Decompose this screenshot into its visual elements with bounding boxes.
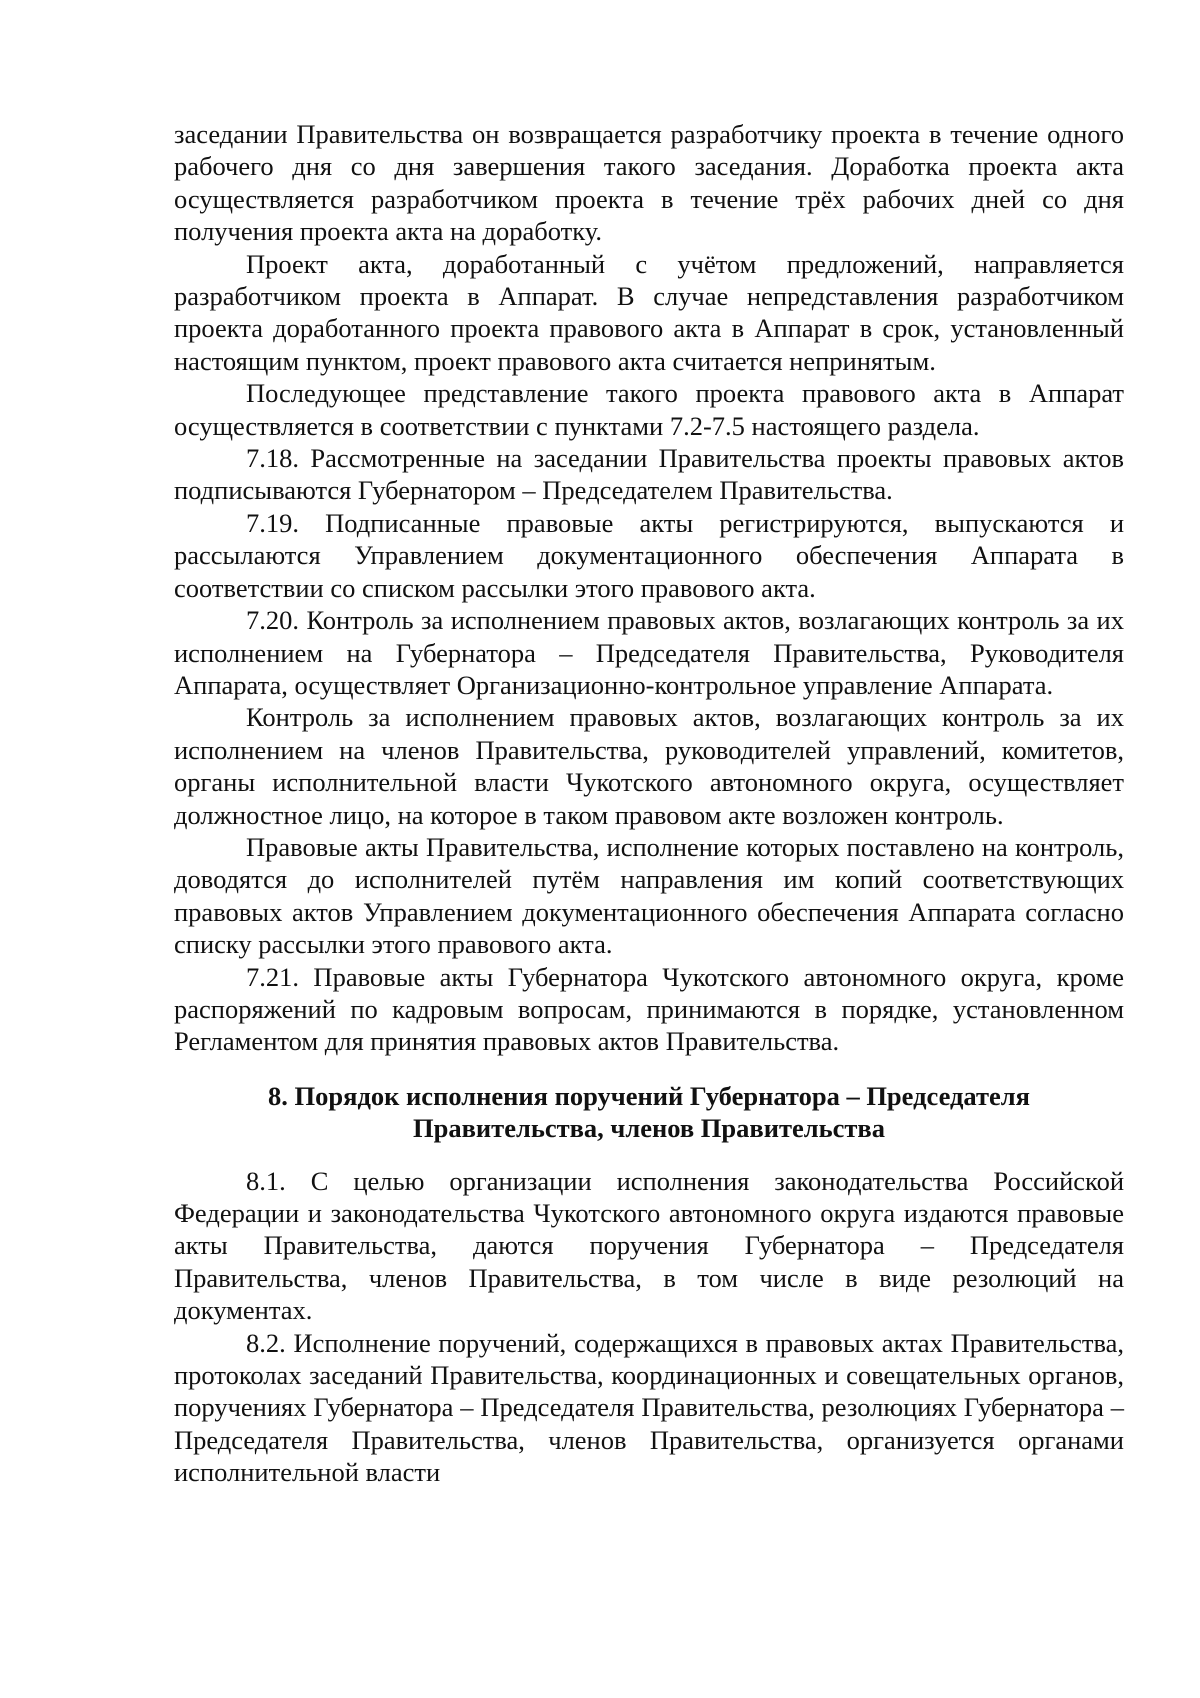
paragraph-control-members: Контроль за исполнением правовых актов, возлагающих контроль за их исполнением на членов Правительства, руководителей управлений, комитетов, органы исполнительной власти Чукотского автономного округа, осуществляет должностное лицо, на которое в таком правовом акте возложен контроль. [174,702,1124,830]
section-heading-line-2: Правительства, членов Правительства [413,1113,885,1144]
paragraph-7-20: 7.20. Контроль за исполнением правовых актов, возлагающих контроль за их исполнением на Губернатора – Председателя Правительства, Руководителя Аппарата, осуществляет Организационно-контрольное управление Аппарата. [174,605,1124,700]
paragraph-7-19: 7.19. Подписанные правовые акты регистрируются, выпускаются и рассылаются Управлением документационного обеспечения Аппарата в соответствии со списком рассылки этого правового акта. [174,507,1124,603]
section-heading-8 [174,1080,1124,1145]
paragraph-8-1: 8.1. С целью организации исполнения законодательства Российской Федерации и законодательства Чукотского автономного округа издаются правовые акты Правительства, даются поручения Губернатора – Председателя Правительства, членов Правительства, в том числе в виде резолюций на документах. [174,1165,1124,1326]
paragraph-7-18: 7.18. Рассмотренные на заседании Правительства проекты правовых актов подписываются Губернатором – Председателем Правительства. [174,443,1124,506]
paragraph-8-2: 8.2. Исполнение поручений, содержащихся в правовых актах Правительства, протоколах заседаний Правительства, координационных и совещательных органов, поручениях Губернатора – Председателя Правительства, резолюциях Губернатора – Председателя Правительства, членов Правительства, организуется органами исполнительной власти [174,1327,1124,1488]
document-page [174,118,1124,1489]
paragraph-subsequent-submission: Последующее представление такого проекта правового акта в Аппарат осуществляется в соответствии с пунктами 7.2-7.5 настоящего раздела. [174,378,1124,441]
paragraph-continuation: заседании Правительства он возвращается разработчику проекта в течение одного рабочего дня со дня завершения такого заседания. Доработка проекта акта осуществляется разработчиком проекта в течение трёх рабочих дней со дня получения проекта акта на доработку. [174,119,1124,247]
paragraph-control-delivery: Правовые акты Правительства, исполнение которых поставлено на контроль, доводятся до исполнителей путём направления им копий соответствующих правовых актов Управлением документационного обеспечения Аппарата согласно списку рассылки этого правового акта. [174,831,1124,960]
paragraph-revised-draft: Проект акта, доработанный с учётом предложений, направляется разработчиком проекта в Аппарат. В случае непредставления разработчиком проекта доработанного проекта правового акта в Аппарат в срок, установленный настоящим пунктом, проект правового акта считается непринятым. [174,248,1124,376]
paragraph-7-21: 7.21. Правовые акты Губернатора Чукотского автономного округа, кроме распоряжений по кадровым вопросам, принимаются в порядке, установленном Регламентом для принятия правовых актов Правительства. [174,961,1124,1057]
section-heading-line-1: 8. Порядок исполнения поручений Губернатора – Председателя [268,1080,1030,1111]
